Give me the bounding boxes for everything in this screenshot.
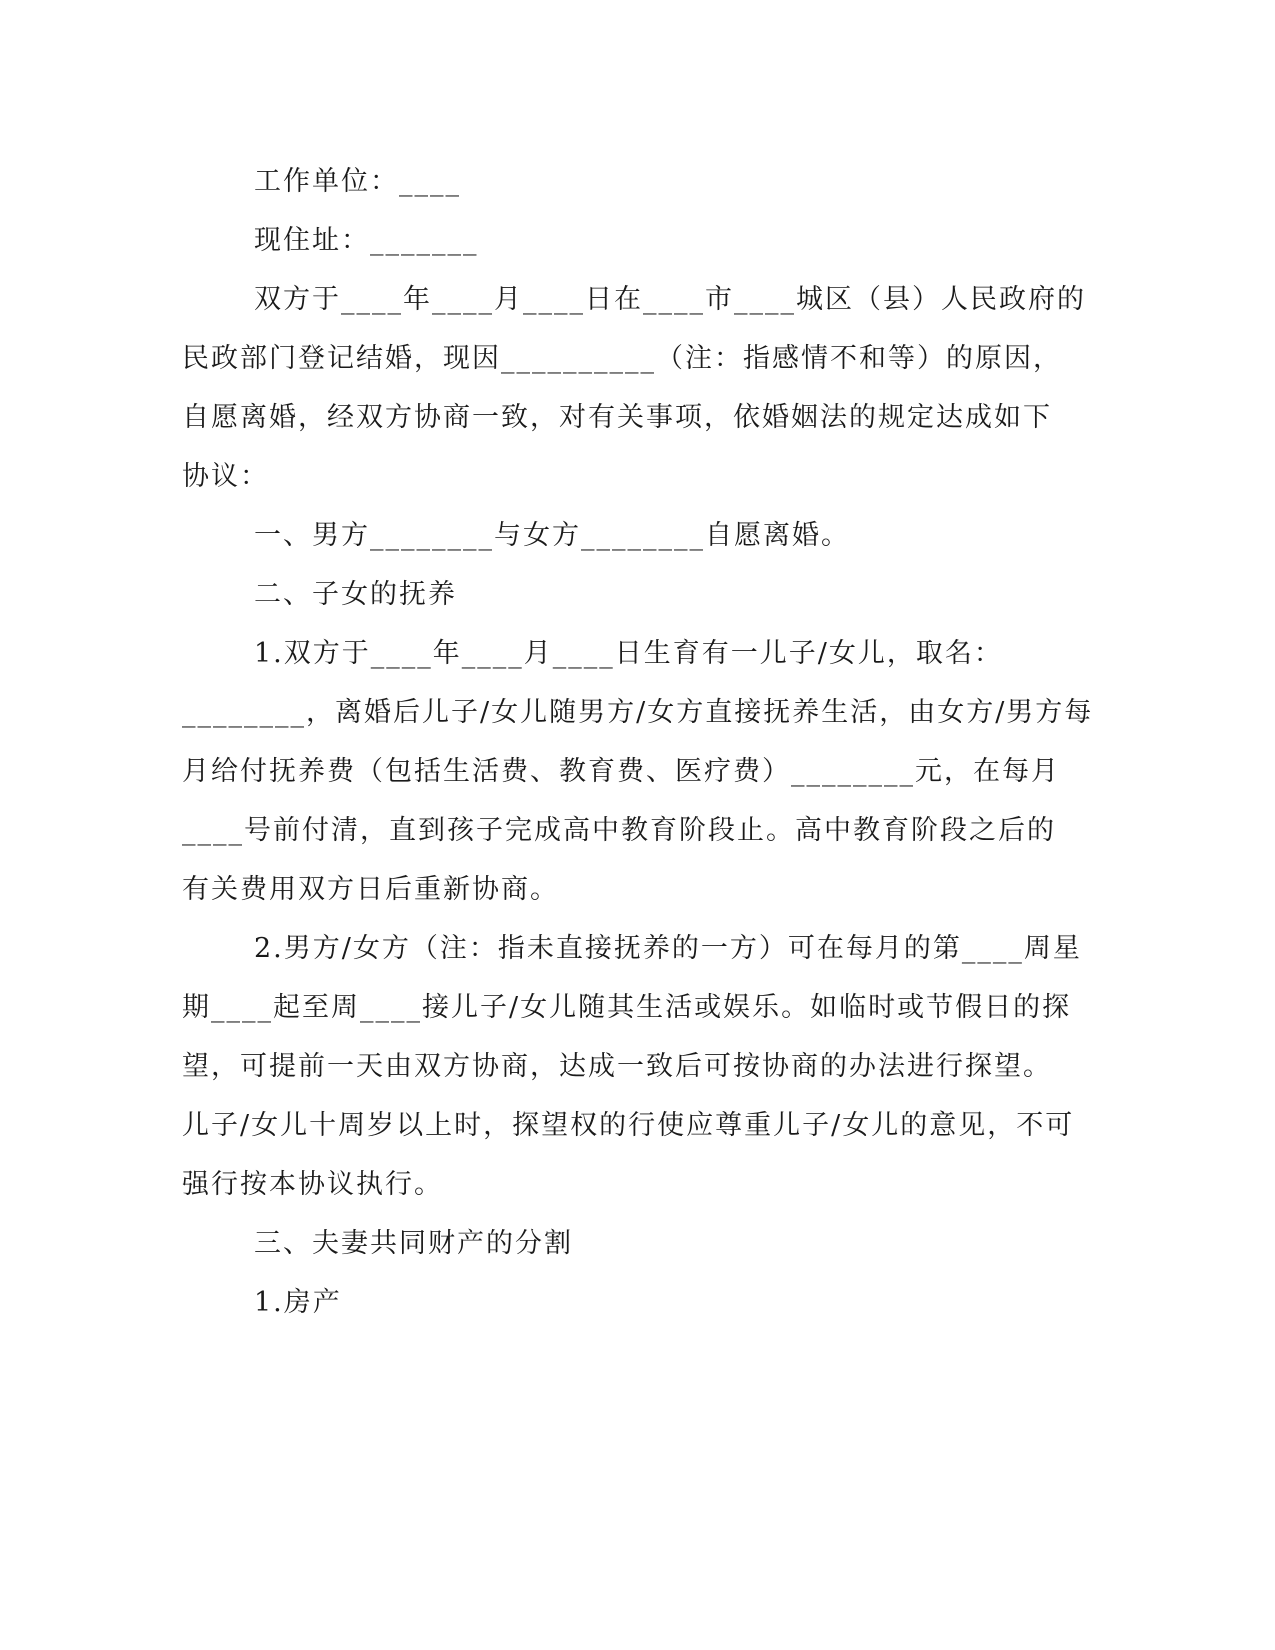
text-line: 2.男方/女方（注：指未直接抚养的一方）可在每月的第____周星	[254, 933, 1082, 964]
text-line: 1.双方于____年____月____日生育有一儿子/女儿，取名：	[254, 638, 1003, 669]
text-line: 期____起至周____接儿子/女儿随其生活或娱乐。如临时或节假日的探	[182, 992, 1072, 1023]
text-line: 有关费用双方日后重新协商。	[182, 874, 559, 905]
text-line: 望，可提前一天由双方协商，达成一致后可按协商的办法进行探望。	[182, 1051, 1052, 1082]
document-page	[182, 152, 1094, 1332]
text-line: ________，离婚后儿子/女儿随男方/女方直接抚养生活，由女方/男方每	[182, 697, 1094, 728]
text-line: 双方于____年____月____日在____市____城区（县）人民政府的	[254, 284, 1086, 315]
text-line: 协议：	[182, 461, 269, 492]
text-line: 工作单位：____	[254, 166, 461, 197]
text-line: 月给付抚养费（包括生活费、教育费、医疗费）________元，在每月	[182, 756, 1060, 787]
text-line: 自愿离婚，经双方协商一致，对有关事项，依婚姻法的规定达成如下	[182, 402, 1052, 433]
section-heading: 二、子女的抚养	[254, 579, 457, 610]
text-line: 现住址：_______	[254, 225, 479, 256]
text-line: ____号前付清，直到孩子完成高中教育阶段止。高中教育阶段之后的	[182, 815, 1056, 846]
text-line: 强行按本协议执行。	[182, 1169, 443, 1200]
text-line: 民政部门登记结婚，现因__________（注：指感情不和等）的原因，	[182, 343, 1062, 374]
section-heading: 三、夫妻共同财产的分割	[254, 1228, 573, 1259]
text-line: 儿子/女儿十周岁以上时，探望权的行使应尊重儿子/女儿的意见，不可	[182, 1110, 1075, 1141]
text-line: 一、男方________与女方________自愿离婚。	[254, 520, 850, 551]
subsection-heading: 1.房产	[254, 1287, 342, 1318]
